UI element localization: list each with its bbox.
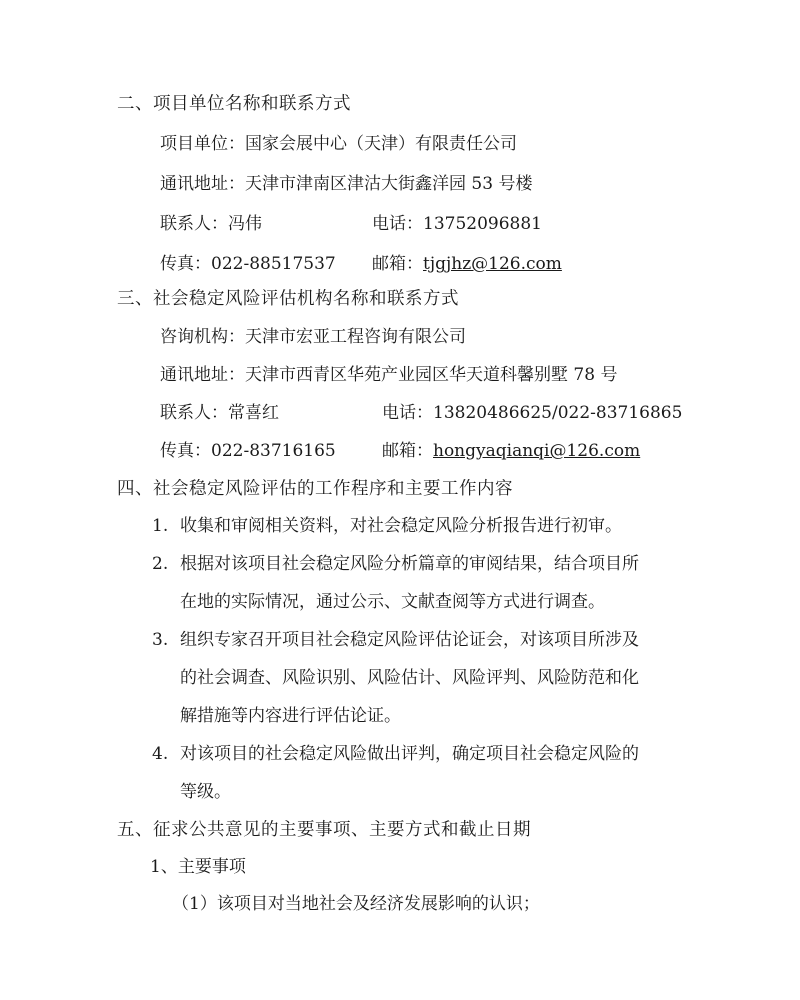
org-label: 咨询机构：: [160, 327, 245, 347]
section-4-heading: 四、社会稳定风险评估的工作程序和主要工作内容: [117, 479, 513, 499]
org-row: [160, 325, 466, 349]
project-fax-row: [160, 252, 336, 276]
project-address-label: 通讯地址：: [160, 174, 245, 194]
section-5-item-1: （1）该项目对当地社会及经济发展影响的认识；: [172, 894, 540, 914]
item-2-line-1: 根据对该项目社会稳定风险分析篇章的审阅结果，结合项目所: [180, 554, 639, 574]
org-email-row: [382, 439, 640, 463]
item-3-number: 3.: [152, 630, 169, 650]
project-unit-value: 国家会展中心（天津）有限责任公司: [245, 134, 517, 154]
project-address-row: [160, 172, 532, 196]
item-3-line-3: 解措施等内容进行评估论证。: [180, 706, 401, 726]
item-3-line-1: 组织专家召开项目社会稳定风险评估论证会，对该项目所涉及: [180, 630, 639, 650]
org-email-label: 邮箱：: [382, 441, 433, 461]
org-address-label: 通讯地址：: [160, 365, 245, 385]
project-email-label: 邮箱：: [372, 254, 423, 274]
project-contact-row: [160, 212, 262, 236]
item-3-line-2: 的社会调查、风险识别、风险估计、风险评判、风险防范和化: [180, 668, 639, 688]
item-4-line-2: 等级。: [180, 782, 231, 802]
org-phone-value: 13820486625/022-83716865: [433, 403, 683, 423]
org-phone-label: 电话：: [382, 403, 433, 423]
org-value: 天津市宏亚工程咨询有限公司: [245, 327, 466, 347]
project-phone-value: 13752096881: [423, 214, 542, 234]
section-5-subheading: 1、主要事项: [150, 857, 246, 877]
project-unit-row: [160, 132, 517, 156]
org-address-value: 天津市西青区华苑产业园区华天道科馨别墅 78 号: [245, 365, 618, 385]
section-3-heading: 三、社会稳定风险评估机构名称和联系方式: [117, 289, 459, 309]
org-email-link[interactable]: hongyaqianqi@126.com: [433, 441, 641, 461]
project-unit-label: 项目单位：: [160, 134, 245, 154]
project-phone-row: [372, 212, 542, 236]
org-contact-row: [160, 401, 279, 425]
project-phone-label: 电话：: [372, 214, 423, 234]
item-1-line-1: 收集和审阅相关资料，对社会稳定风险分析报告进行初审。: [180, 516, 622, 536]
item-4-line-1: 对该项目的社会稳定风险做出评判，确定项目社会稳定风险的: [180, 744, 639, 764]
project-contact-value: 冯伟: [228, 214, 262, 234]
org-contact-value: 常喜红: [228, 403, 279, 423]
section-5-heading: 五、征求公共意见的主要事项、主要方式和截止日期: [117, 820, 531, 840]
project-fax-label: 传真：: [160, 254, 211, 274]
item-2-number: 2.: [152, 554, 169, 574]
project-contact-label: 联系人：: [160, 214, 228, 234]
org-fax-value: 022-83716165: [211, 441, 336, 461]
org-fax-row: [160, 439, 336, 463]
section-2-heading: 二、项目单位名称和联系方式: [117, 94, 351, 114]
item-2-line-2: 在地的实际情况，通过公示、文献查阅等方式进行调查。: [180, 592, 605, 612]
item-1-number: 1.: [152, 516, 169, 536]
item-4-number: 4.: [152, 744, 169, 764]
org-contact-label: 联系人：: [160, 403, 228, 423]
project-fax-value: 022-88517537: [211, 254, 336, 274]
org-phone-row: [382, 401, 682, 425]
project-address-value: 天津市津南区津沽大街鑫洋园 53 号楼: [245, 174, 533, 194]
org-address-row: [160, 363, 617, 387]
project-email-row: [372, 252, 562, 276]
org-fax-label: 传真：: [160, 441, 211, 461]
project-email-link[interactable]: tjgjhz@126.com: [423, 254, 562, 274]
